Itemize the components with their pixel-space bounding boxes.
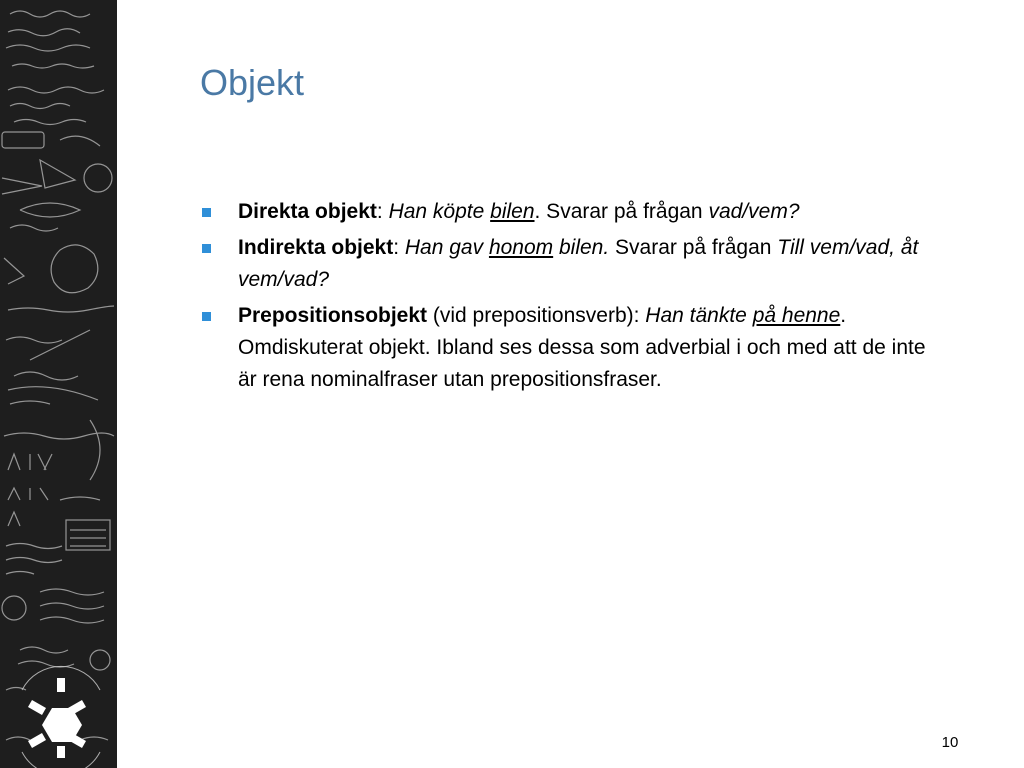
bullet-term: Direkta objekt [238,200,377,223]
bullet-list [200,196,950,400]
slide-title: Objekt [200,62,305,103]
square-bullet-icon [202,208,211,217]
bullet-prepositionsobjekt: Prepositionsobjekt (vid prepositionsverb): Han tänkte på henne. Omdiskuterat objekt. Ibland ses dessa som adverbial i och med att de inte är rena nominalfraser utan prepositionsfraser. [200,300,950,396]
square-bullet-icon [202,244,211,253]
chalkboard-doodles-decoration [0,0,117,768]
bullet-term: Prepositionsobjekt [238,304,428,327]
university-logo-icon [28,678,86,758]
chalkboard-sidebar [0,0,117,768]
bullet-direkta-objekt: Direkta objekt: Han köpte bilen. Svarar på frågan vad/vem? [200,196,950,228]
underlined-object: på henne [752,304,841,327]
page-number: 10 [941,734,959,751]
bullet-term: Indirekta objekt [238,236,394,259]
bullet-indirekta-objekt: Indirekta objekt: Han gav honom bilen. Svarar på frågan Till vem/vad, åt vem/vad? [200,232,950,296]
underlined-object: honom [488,236,554,259]
square-bullet-icon [202,312,211,321]
underlined-object: bilen [490,200,535,223]
